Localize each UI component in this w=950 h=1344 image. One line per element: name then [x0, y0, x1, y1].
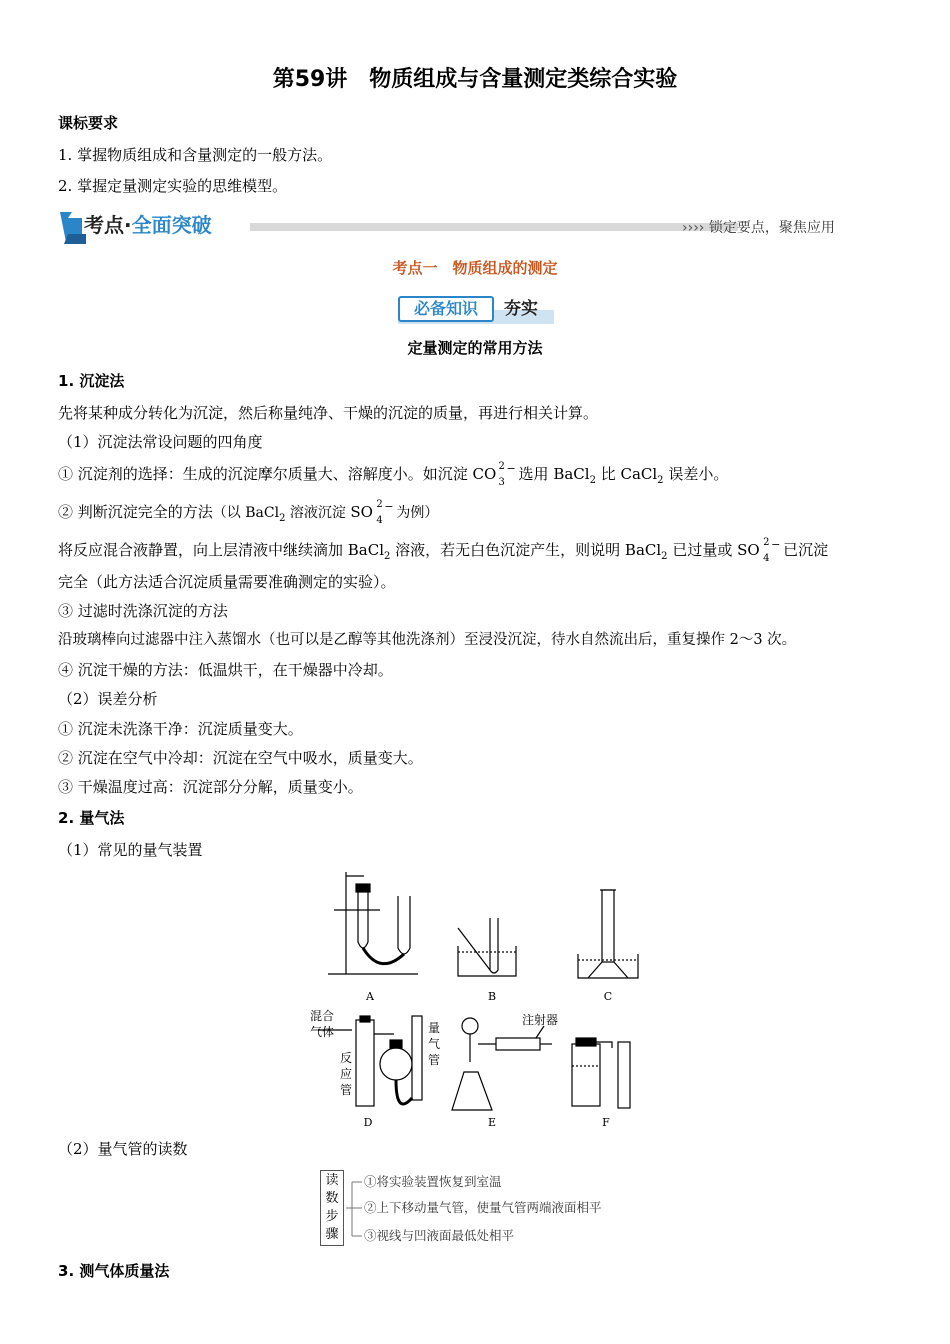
sec1-heading: 1. 沉淀法	[58, 372, 125, 390]
fig-mix-gas-1: 混合	[310, 1009, 335, 1023]
fig-label-d: D	[363, 1116, 373, 1129]
co3-ion	[472, 461, 519, 488]
sec2-num: 2	[58, 809, 69, 827]
sec1-intro: 先将某种成分转化为沉淀，然后称量纯净、干燥的沉淀的质量，再进行相关计算。	[58, 404, 599, 422]
sec1-p4: 完全（此方法适合沉淀质量需要准确测定的实验）。	[58, 573, 396, 591]
sec1-p2	[58, 499, 439, 529]
sec2-sub2: （2）量气管的读数	[58, 1140, 188, 1158]
p1-text-c: 比 CaCl	[595, 465, 658, 483]
reading-steps-diagram	[320, 1170, 640, 1250]
methods-title: 定量测定的常用方法	[407, 339, 543, 357]
p3-sub-a: 2	[384, 551, 391, 562]
reading-label-char-2: 数	[325, 1191, 339, 1206]
sec1-sub1: （1）沉淀法常设问题的四角度	[58, 433, 263, 451]
p1-text-a: ① 沉淀剂的选择：生成的沉淀摩尔质量大、溶解度小。如沉淀	[58, 465, 473, 483]
sec1-p7: ④ 沉淀干燥的方法：低温烘干，在干燥器中冷却。	[58, 661, 393, 679]
fig-reaction-tube-3: 管	[340, 1083, 353, 1097]
p2-sub-b: 2	[279, 512, 286, 524]
p3-text-d: 已沉淀	[783, 541, 829, 559]
reading-label-char-1: 读	[325, 1173, 339, 1188]
co3-sup: 2	[498, 461, 505, 472]
p3-text-b: 溶液，若无白色沉淀产生，则说明 BaCl	[390, 541, 662, 559]
so4-charge: −	[384, 500, 394, 513]
p2-text-b: （以 BaCl	[212, 505, 280, 521]
banner-dot: ·	[124, 213, 132, 237]
sec2-heading: 2. 量气法	[58, 809, 125, 827]
banner-slogan-wrap	[682, 219, 835, 237]
knowledge-badge	[398, 296, 554, 326]
fig-label-e: E	[487, 1116, 497, 1129]
badge-boxed-label: 必备知识	[398, 296, 494, 322]
so4-sup-2: 2	[763, 537, 770, 548]
section-banner	[58, 208, 858, 246]
sec1-p6: 沿玻璃棒向过滤器中注入蒸馏水（也可以是乙醇等其他洗涤剂）至浸没沉淀，待水自然流出后，重复操作 2～3 次。	[58, 632, 797, 648]
so4-ion	[350, 499, 396, 526]
badge-rest-label: 夯实	[504, 299, 538, 319]
apparatus-b	[458, 918, 516, 976]
so4-charge-2: −	[771, 538, 781, 551]
so4-base-2: SO	[737, 541, 760, 559]
co3-base: CO	[472, 465, 497, 483]
so4-sub-2: 4	[763, 553, 770, 564]
sec1-error-2: ② 沉淀在空气中冷却：沉淀在空气中吸水，质量变大。	[58, 749, 423, 767]
banner-arrows: ››››	[682, 220, 705, 236]
fig-label-f: F	[602, 1116, 610, 1129]
reading-label-char-3: 步	[325, 1209, 339, 1224]
sec1-error-3: ③ 干燥温度过高：沉淀部分分解，质量变小。	[58, 778, 363, 796]
fig-mix-gas-2: 气体	[310, 1025, 335, 1039]
sec3-num: 3	[58, 1262, 69, 1280]
fig-syringe: 注射器	[522, 1013, 559, 1027]
p1-text-d: 误差小。	[663, 465, 729, 483]
p1-sub-c: 2	[657, 475, 664, 486]
p2-text-a: ② 判断沉淀完全的方法	[58, 503, 213, 521]
curriculum-item-1: 1. 掌握物质组成和含量测定的一般方法。	[58, 146, 333, 164]
banner-bar	[250, 223, 738, 231]
so4-ion-2	[737, 537, 783, 564]
sec1-title: 沉淀法	[79, 372, 125, 390]
sec1-p1	[58, 461, 729, 491]
gas-apparatus-figure	[300, 866, 650, 1130]
sec1-sub2: （2）误差分析	[58, 690, 158, 708]
sec3-title: 测气体质量法	[79, 1262, 170, 1280]
p3-sub-b: 2	[661, 551, 668, 562]
apparatus-f	[572, 1038, 630, 1108]
fig-gas-tube-3: 管	[428, 1053, 441, 1067]
apparatus-e	[452, 1018, 552, 1110]
reading-label-char-4: 骤	[325, 1227, 339, 1242]
p2-text-c: 溶液沉淀	[285, 505, 351, 521]
fig-label-a: A	[366, 990, 374, 1003]
apparatus-a	[328, 872, 418, 974]
sec1-num: 1	[58, 372, 69, 390]
so4-sub: 4	[376, 515, 383, 526]
banner-slogan: 锁定要点，聚焦应用	[708, 220, 835, 236]
sec2-sub1: （1）常见的量气装置	[58, 841, 203, 859]
co3-charge: −	[506, 462, 516, 475]
so4-base: SO	[350, 503, 373, 521]
curriculum-item-2: 2. 掌握定量测定实验的思维模型。	[58, 177, 288, 195]
fig-gas-tube-2: 气	[428, 1037, 441, 1051]
p3-text-a: 将反应混合液静置，向上层清液中继续滴加 BaCl	[58, 541, 385, 559]
fig-label-c: C	[603, 990, 613, 1003]
fig-label-b: B	[487, 990, 497, 1003]
sec1-p5: ③ 过滤时洗涤沉淀的方法	[58, 602, 228, 620]
reading-step-1: ①将实验装置恢复到室温	[364, 1174, 502, 1189]
reading-step-2: ②上下移动量气管，使量气管两端液面相平	[364, 1200, 602, 1215]
reading-step-3: ③视线与凹液面最低处相平	[364, 1228, 515, 1243]
banner-label-1: 考点	[84, 213, 124, 237]
reading-steps-label	[320, 1170, 344, 1246]
co3-sub: 3	[498, 477, 505, 488]
p1-sub-b: 2	[589, 475, 596, 486]
p3-text-c: 已过量或	[667, 541, 738, 559]
banner-label-2: 全面突破	[131, 213, 212, 237]
sec1-error-1: ① 沉淀未洗涤干净：沉淀质量变大。	[58, 720, 303, 738]
apparatus-c	[578, 890, 638, 978]
page-title: 第59讲 物质组成与含量测定类综合实验	[272, 67, 678, 92]
so4-sup: 2	[376, 499, 383, 510]
kaodian-title: 考点一 物质组成的测定	[392, 259, 558, 277]
fig-reaction-tube-1: 反	[340, 1051, 353, 1065]
sec3-heading: 3. 测气体质量法	[58, 1262, 170, 1280]
fig-gas-tube-1: 量	[428, 1021, 441, 1035]
fig-reaction-tube-2: 应	[340, 1067, 353, 1081]
curriculum-heading: 课标要求	[58, 114, 119, 132]
sec2-title: 量气法	[79, 809, 125, 827]
sec1-p3	[58, 537, 829, 567]
p2-text-d: 为例）	[396, 505, 439, 521]
banner-title	[84, 212, 212, 238]
p1-text-b: 选用 BaCl	[518, 465, 590, 483]
